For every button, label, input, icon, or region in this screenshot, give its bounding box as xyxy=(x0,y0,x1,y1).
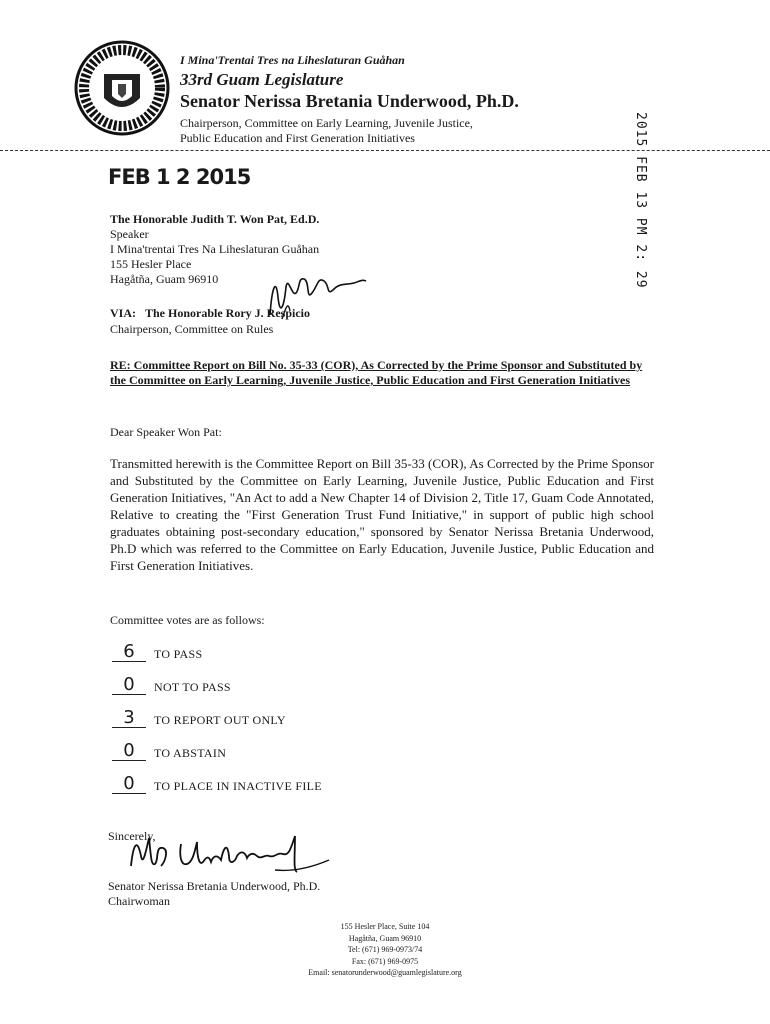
signer-title: Chairwoman xyxy=(108,894,170,908)
vote-row-report-out xyxy=(112,704,286,728)
letterhead-divider xyxy=(0,150,770,151)
vote-label: TO PASS xyxy=(154,647,203,661)
footer-email: Email: senatorunderwood@guamlegislature.org xyxy=(308,968,462,977)
date-stamp: FEB 1 2 2015 xyxy=(108,165,251,189)
vote-count: 3 xyxy=(112,709,146,728)
recipient-city: Hagåtña, Guam 96910 xyxy=(110,272,219,286)
recipient-org: I Mina'trentai Tres Na Liheslaturan Guåhan xyxy=(110,242,320,256)
footer-street: 155 Hesler Place, Suite 104 xyxy=(340,922,430,931)
recipient-name: The Honorable Judith T. Won Pat, Ed.D. xyxy=(110,212,320,226)
via-label: VIA: xyxy=(110,306,136,320)
subject-line: RE: Committee Report on Bill No. 35-33 (COR), As Corrected by the Prime Sponsor and Substituted by the Committee on Early Learning, Juvenile Justice, Public Education and First Generation Initiatives xyxy=(110,358,643,387)
vote-row-not-pass xyxy=(112,671,231,695)
signature xyxy=(125,826,335,886)
legislature-name: 33rd Guam Legislature xyxy=(180,70,344,89)
vote-count: 6 xyxy=(112,643,146,662)
vote-label: TO REPORT OUT ONLY xyxy=(154,713,286,727)
signer-block xyxy=(108,879,320,909)
vote-label: TO ABSTAIN xyxy=(154,746,227,760)
legislature-name-chamoru: I Mina'Trentai Tres na Liheslaturan Guåhan xyxy=(180,53,405,67)
recipient-street: 155 Hesler Place xyxy=(110,257,192,271)
vote-count: 0 xyxy=(112,676,146,695)
vote-row-pass xyxy=(112,638,202,662)
via-signature xyxy=(262,267,372,327)
legislature-seal-icon xyxy=(74,40,170,136)
vote-count: 0 xyxy=(112,775,146,794)
vote-label: NOT TO PASS xyxy=(154,680,231,694)
vote-count: 0 xyxy=(112,742,146,761)
footer-address xyxy=(0,921,770,979)
signer-name: Senator Nerissa Bretania Underwood, Ph.D. xyxy=(108,879,321,893)
received-stamp: 2015 FEB 13 PM 2: 29 xyxy=(633,112,648,289)
footer-fax: Fax: (671) 969-0975 xyxy=(351,956,419,966)
closing: Sincerely, xyxy=(108,829,156,843)
recipient-title: Speaker xyxy=(110,227,149,241)
letter-body: Transmitted herewith is the Committee Report on Bill 35-33 (COR), As Corrected by the Prime Sponsor and Substituted by the Committee on Early Learning, Juvenile Justice, Public Education and First Generation Initiatives, "An Act to add a New Chapter 14 of Division 2, Title 17, Guam Code Annotated, Relative to creating the "First Generation Trust Fund Initiative," in support of public high school graduates obtaining post-secondary education," sponsored by Senator Nerissa Bretania Underwood, Ph.D which was referred to the Committee on Early Education, Juvenile Justice, Public Education and First Generation Initiatives. xyxy=(110,456,654,573)
committee-line-2: Public Education and First Generation Initiatives xyxy=(180,131,415,145)
via-title: Chairperson, Committee on Rules xyxy=(110,322,274,336)
committee-line-1: Chairperson, Committee on Early Learning, Juvenile Justice, xyxy=(180,116,473,130)
vote-label: TO PLACE IN INACTIVE FILE xyxy=(154,779,322,793)
footer-city: Hagåtña, Guam 96910 xyxy=(348,933,422,943)
footer-tel: Tel: (671) 969-0973/74 xyxy=(347,945,423,954)
vote-row-inactive xyxy=(112,770,322,794)
salutation: Dear Speaker Won Pat: xyxy=(110,425,222,439)
via-name: The Honorable Rory J. Respicio xyxy=(145,306,310,320)
votes-heading: Committee votes are as follows: xyxy=(110,613,265,627)
senator-name-heading: Senator Nerissa Bretania Underwood, Ph.D. xyxy=(180,91,519,111)
vote-row-abstain xyxy=(112,737,226,761)
